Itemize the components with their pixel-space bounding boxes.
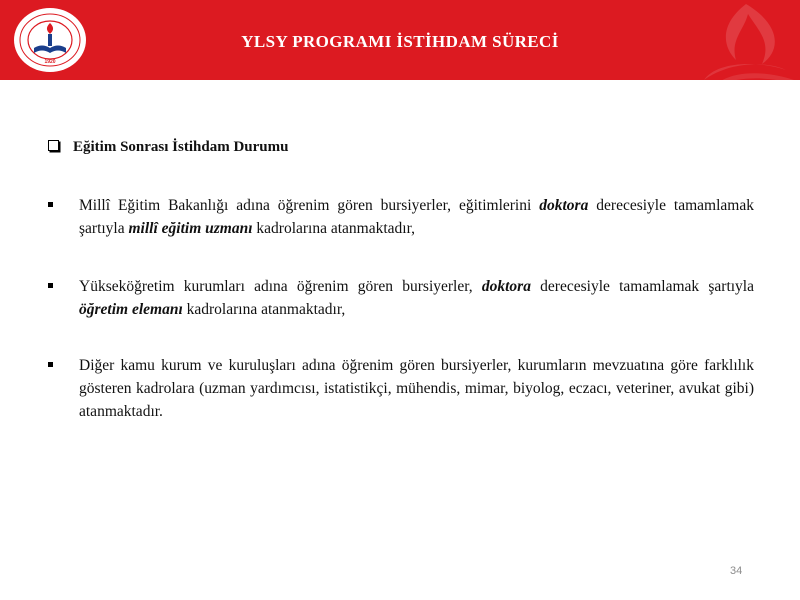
checkbox-bullet-icon: [48, 140, 59, 151]
header-bar: [0, 0, 800, 80]
list-item: Millî Eğitim Bakanlığı adına öğrenim gören bursiyerler, eğitimlerini doktora derecesiyle tamamlamak şartıyla millî eğitim uzmanı kadrolarına atanmaktadır,: [48, 194, 754, 240]
emphasis: öğretim elemanı: [79, 301, 183, 318]
emphasis: doktora: [481, 278, 531, 295]
list-item: Diğer kamu kurum ve kuruluşları adına öğrenim gören bursiyerler, kurumların mevzuatına göre farklılık gösteren kadrolara (uzman yardımcısı, istatistikçi, mühendis, mimar, biyolog, eczacı, veteriner, avukat gibi) atanmaktadır.: [48, 354, 754, 423]
page-number: 34: [730, 565, 743, 577]
page-title: YLSY PROGRAMI İSTİHDAM SÜRECİ: [241, 32, 559, 51]
section-heading-text: Eğitim Sonrası İstihdam Durumu: [73, 139, 289, 155]
bullet-list: [48, 194, 754, 423]
square-bullet-icon: [48, 283, 53, 288]
section-heading: [48, 139, 288, 156]
square-bullet-icon: [48, 202, 53, 207]
emphasis: millî eğitim uzmanı: [128, 220, 253, 237]
svg-text:1920: 1920: [44, 59, 56, 65]
square-bullet-icon: [48, 362, 53, 367]
list-item: Yükseköğretim kurumları adına öğrenim gören bursiyerler, doktora derecesiyle tamamlamak şartıyla öğretim elemanı kadrolarına atanmaktadır,: [48, 275, 754, 321]
emphasis: doktora: [539, 197, 589, 214]
